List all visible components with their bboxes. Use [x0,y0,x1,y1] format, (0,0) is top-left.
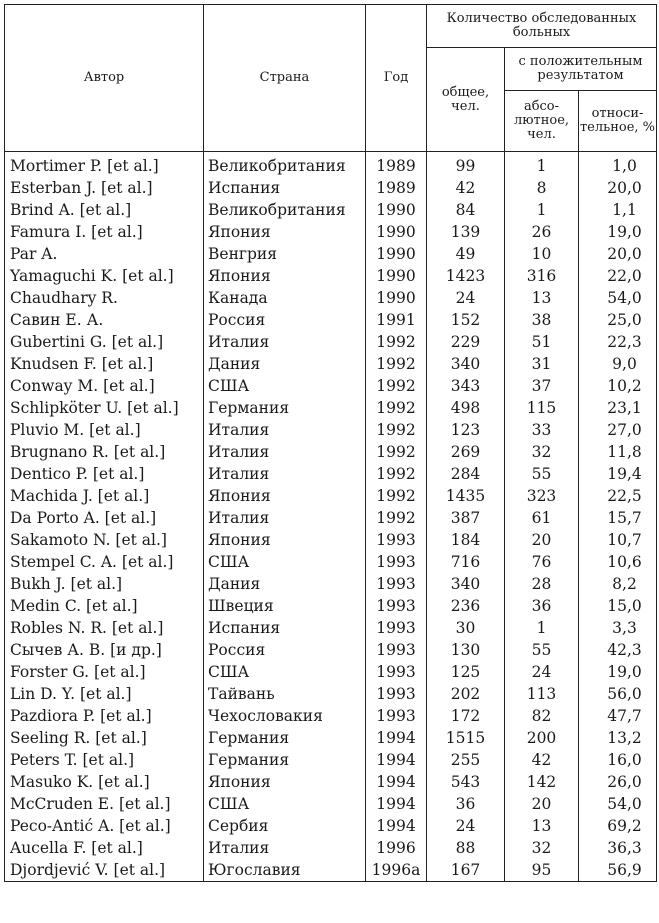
total-cell: 184 [427,529,505,551]
table-row [5,177,657,199]
table-row [5,595,657,617]
author-cell: Bukh J. [et al.] [5,573,204,595]
header-total: общее, чел. [427,48,505,152]
table-row [5,661,657,683]
year-cell: 1994 [366,771,427,793]
author-cell: Pluvio M. [et al.] [5,419,204,441]
country-cell: США [204,375,366,397]
author-cell: Dentico P. [et al.] [5,463,204,485]
author-cell: Lin D. Y. [et al.] [5,683,204,705]
total-cell: 139 [427,221,505,243]
country-cell: Япония [204,221,366,243]
total-cell: 24 [427,815,505,837]
country-cell: Дания [204,573,366,595]
country-cell: Япония [204,265,366,287]
relative-cell: 3,3 [579,617,657,639]
country-cell: Великобритания [204,199,366,221]
country-cell: США [204,661,366,683]
author-cell: Famura I. [et al.] [5,221,204,243]
relative-cell: 10,6 [579,551,657,573]
relative-cell: 15,7 [579,507,657,529]
year-cell: 1992 [366,463,427,485]
author-cell: Gubertini G. [et al.] [5,331,204,353]
country-cell: Россия [204,639,366,661]
country-cell: Венгрия [204,243,366,265]
relative-cell: 56,9 [579,859,657,882]
year-cell: 1990 [366,221,427,243]
total-cell: 172 [427,705,505,727]
absolute-cell: 13 [505,815,579,837]
year-cell: 1990 [366,287,427,309]
country-cell: Чехословакия [204,705,366,727]
total-cell: 123 [427,419,505,441]
table-row [5,639,657,661]
table-row [5,749,657,771]
absolute-cell: 32 [505,441,579,463]
author-cell: Brind A. [et al.] [5,199,204,221]
relative-cell: 11,8 [579,441,657,463]
year-cell: 1989 [366,152,427,178]
total-cell: 387 [427,507,505,529]
author-cell: Masuko K. [et al.] [5,771,204,793]
total-cell: 36 [427,793,505,815]
year-cell: 1990 [366,243,427,265]
absolute-cell: 20 [505,529,579,551]
year-cell: 1992 [366,375,427,397]
country-cell: Япония [204,529,366,551]
year-cell: 1993 [366,529,427,551]
table-row [5,815,657,837]
country-cell: Канада [204,287,366,309]
author-cell: Seeling R. [et al.] [5,727,204,749]
author-cell: Peters T. [et al.] [5,749,204,771]
total-cell: 229 [427,331,505,353]
relative-cell: 9,0 [579,353,657,375]
year-cell: 1993 [366,551,427,573]
total-cell: 49 [427,243,505,265]
year-cell: 1992 [366,397,427,419]
relative-cell: 25,0 [579,309,657,331]
country-cell: Дания [204,353,366,375]
year-cell: 1990 [366,265,427,287]
relative-cell: 69,2 [579,815,657,837]
absolute-cell: 33 [505,419,579,441]
relative-cell: 26,0 [579,771,657,793]
studies-table [4,4,657,882]
total-cell: 284 [427,463,505,485]
author-cell: Djordjević V. [et al.] [5,859,204,882]
relative-cell: 22,5 [579,485,657,507]
relative-cell: 27,0 [579,419,657,441]
year-cell: 1996 [366,837,427,859]
table-row [5,375,657,397]
table-row [5,152,657,178]
absolute-cell: 20 [505,793,579,815]
relative-cell: 54,0 [579,793,657,815]
year-cell: 1994 [366,727,427,749]
total-cell: 716 [427,551,505,573]
country-cell: Италия [204,331,366,353]
table-row [5,727,657,749]
absolute-cell: 42 [505,749,579,771]
total-cell: 167 [427,859,505,882]
table-row [5,837,657,859]
total-cell: 125 [427,661,505,683]
country-cell: Италия [204,419,366,441]
absolute-cell: 55 [505,463,579,485]
header-relative: относи- тельное, % [579,91,657,152]
absolute-cell: 1 [505,617,579,639]
country-cell: Италия [204,463,366,485]
table-row [5,529,657,551]
total-cell: 255 [427,749,505,771]
absolute-cell: 142 [505,771,579,793]
country-cell: Испания [204,177,366,199]
table-row [5,859,657,882]
table-row [5,617,657,639]
author-cell: Da Porto A. [et al.] [5,507,204,529]
country-cell: Германия [204,397,366,419]
author-cell: Machida J. [et al.] [5,485,204,507]
table-row [5,287,657,309]
absolute-cell: 113 [505,683,579,705]
header-positive-group: с положительным результатом [505,48,657,91]
year-cell: 1993 [366,573,427,595]
absolute-cell: 1 [505,152,579,178]
country-cell: Великобритания [204,152,366,178]
country-cell: Германия [204,749,366,771]
relative-cell: 23,1 [579,397,657,419]
table-row [5,331,657,353]
total-cell: 88 [427,837,505,859]
country-cell: Испания [204,617,366,639]
table-row [5,441,657,463]
author-cell: McCruden E. [et al.] [5,793,204,815]
year-cell: 1994 [366,749,427,771]
table-row [5,485,657,507]
country-cell: США [204,551,366,573]
relative-cell: 22,3 [579,331,657,353]
author-cell: Sakamoto N. [et al.] [5,529,204,551]
total-cell: 340 [427,573,505,595]
relative-cell: 8,2 [579,573,657,595]
relative-cell: 20,0 [579,177,657,199]
total-cell: 1423 [427,265,505,287]
table-row [5,243,657,265]
total-cell: 42 [427,177,505,199]
year-cell: 1993 [366,683,427,705]
total-cell: 24 [427,287,505,309]
year-cell: 1993 [366,661,427,683]
author-cell: Brugnano R. [et al.] [5,441,204,463]
year-cell: 1992 [366,441,427,463]
year-cell: 1994 [366,793,427,815]
absolute-cell: 10 [505,243,579,265]
author-cell: Mortimer P. [et al.] [5,152,204,178]
table-row [5,221,657,243]
country-cell: Германия [204,727,366,749]
year-cell: 1994 [366,815,427,837]
table-row [5,573,657,595]
absolute-cell: 55 [505,639,579,661]
relative-cell: 20,0 [579,243,657,265]
absolute-cell: 13 [505,287,579,309]
country-cell: Тайвань [204,683,366,705]
relative-cell: 15,0 [579,595,657,617]
absolute-cell: 24 [505,661,579,683]
year-cell: 1992 [366,485,427,507]
author-cell: Aucella F. [et al.] [5,837,204,859]
relative-cell: 1,0 [579,152,657,178]
table-row [5,353,657,375]
header-absolute: абсо- лютное, чел. [505,91,579,152]
header-country: Страна [204,5,366,152]
country-cell: Швеция [204,595,366,617]
relative-cell: 19,4 [579,463,657,485]
year-cell: 1992 [366,331,427,353]
absolute-cell: 76 [505,551,579,573]
relative-cell: 22,0 [579,265,657,287]
relative-cell: 19,0 [579,661,657,683]
absolute-cell: 32 [505,837,579,859]
country-cell: США [204,793,366,815]
absolute-cell: 36 [505,595,579,617]
absolute-cell: 316 [505,265,579,287]
table-row [5,683,657,705]
total-cell: 130 [427,639,505,661]
year-cell: 1996a [366,859,427,882]
absolute-cell: 95 [505,859,579,882]
relative-cell: 36,3 [579,837,657,859]
total-cell: 340 [427,353,505,375]
table-body [5,152,657,882]
absolute-cell: 82 [505,705,579,727]
relative-cell: 16,0 [579,749,657,771]
total-cell: 236 [427,595,505,617]
total-cell: 498 [427,397,505,419]
author-cell: Yamaguchi K. [et al.] [5,265,204,287]
year-cell: 1993 [366,705,427,727]
table-row [5,265,657,287]
absolute-cell: 38 [505,309,579,331]
author-cell: Савин Е. А. [5,309,204,331]
table-row [5,199,657,221]
author-cell: Forster G. [et al.] [5,661,204,683]
absolute-cell: 200 [505,727,579,749]
table-row [5,551,657,573]
country-cell: Япония [204,485,366,507]
absolute-cell: 61 [505,507,579,529]
total-cell: 202 [427,683,505,705]
header-year: Год [366,5,427,152]
header-author: Автор [5,5,204,152]
table-row [5,771,657,793]
relative-cell: 13,2 [579,727,657,749]
absolute-cell: 37 [505,375,579,397]
author-cell: Robles N. R. [et al.] [5,617,204,639]
absolute-cell: 8 [505,177,579,199]
author-cell: Stempel C. A. [et al.] [5,551,204,573]
total-cell: 543 [427,771,505,793]
relative-cell: 19,0 [579,221,657,243]
relative-cell: 56,0 [579,683,657,705]
header-examined-group: Количество обследованных больных [427,5,657,48]
country-cell: Италия [204,507,366,529]
country-cell: Сербия [204,815,366,837]
relative-cell: 54,0 [579,287,657,309]
year-cell: 1990 [366,199,427,221]
year-cell: 1992 [366,419,427,441]
author-cell: Schlipköter U. [et al.] [5,397,204,419]
total-cell: 84 [427,199,505,221]
author-cell: Conway M. [et al.] [5,375,204,397]
author-cell: Chaudhary R. [5,287,204,309]
total-cell: 269 [427,441,505,463]
table-row [5,793,657,815]
absolute-cell: 28 [505,573,579,595]
absolute-cell: 115 [505,397,579,419]
relative-cell: 47,7 [579,705,657,727]
author-cell: Knudsen F. [et al.] [5,353,204,375]
country-cell: Япония [204,771,366,793]
author-cell: Peco-Antić A. [et al.] [5,815,204,837]
year-cell: 1993 [366,595,427,617]
relative-cell: 10,7 [579,529,657,551]
total-cell: 30 [427,617,505,639]
year-cell: 1993 [366,617,427,639]
year-cell: 1992 [366,353,427,375]
author-cell: Par A. [5,243,204,265]
total-cell: 343 [427,375,505,397]
table-row [5,419,657,441]
relative-cell: 10,2 [579,375,657,397]
country-cell: Россия [204,309,366,331]
total-cell: 99 [427,152,505,178]
absolute-cell: 51 [505,331,579,353]
absolute-cell: 1 [505,199,579,221]
year-cell: 1991 [366,309,427,331]
year-cell: 1989 [366,177,427,199]
absolute-cell: 26 [505,221,579,243]
year-cell: 1993 [366,639,427,661]
total-cell: 1515 [427,727,505,749]
table-row [5,309,657,331]
absolute-cell: 323 [505,485,579,507]
table-row [5,397,657,419]
year-cell: 1992 [366,507,427,529]
table-row [5,463,657,485]
author-cell: Сычев А. В. [и др.] [5,639,204,661]
country-cell: Югославия [204,859,366,882]
total-cell: 152 [427,309,505,331]
author-cell: Esterban J. [et al.] [5,177,204,199]
author-cell: Medin C. [et al.] [5,595,204,617]
total-cell: 1435 [427,485,505,507]
relative-cell: 1,1 [579,199,657,221]
country-cell: Италия [204,837,366,859]
country-cell: Италия [204,441,366,463]
table-row [5,705,657,727]
table-header [5,5,657,152]
absolute-cell: 31 [505,353,579,375]
table-row [5,507,657,529]
author-cell: Pazdiora P. [et al.] [5,705,204,727]
relative-cell: 42,3 [579,639,657,661]
